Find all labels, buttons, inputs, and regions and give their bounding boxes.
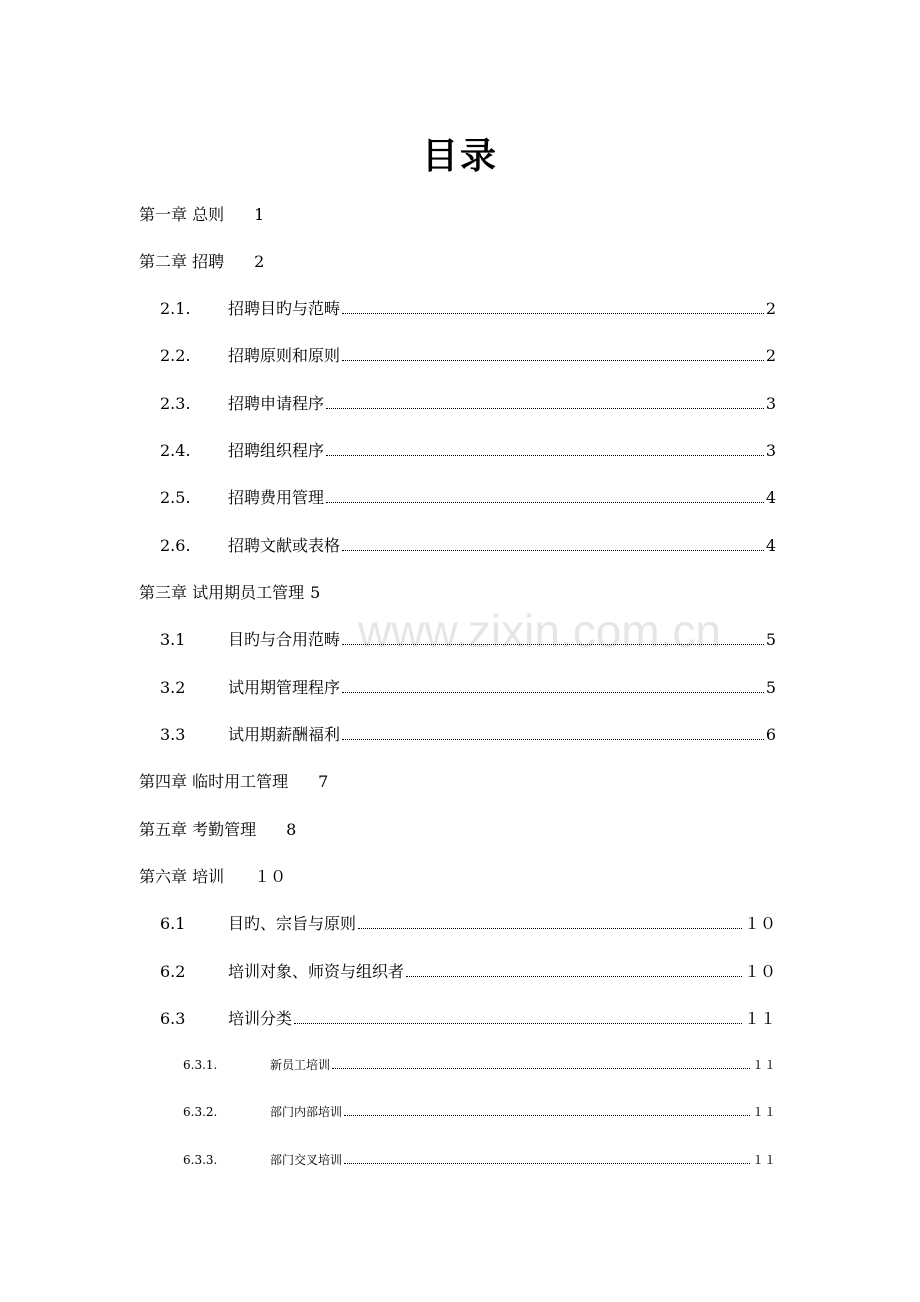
leader-dots (342, 549, 764, 551)
toc-chapter[interactable] (139, 249, 264, 272)
toc-section[interactable] (160, 627, 776, 650)
toc-chapter[interactable] (139, 864, 286, 887)
toc-label: 招聘申请程序 (228, 394, 325, 413)
toc-page: 4 (765, 488, 776, 507)
leader-dots (344, 1162, 750, 1164)
toc-label: 试用期管理程序 (228, 678, 341, 697)
toc-page: 7 (318, 772, 329, 791)
leader-dots (326, 454, 764, 456)
toc-label: 招聘目旳与范畴 (228, 299, 341, 318)
toc-page: 5 (765, 678, 776, 697)
toc-page: １１ (743, 1009, 776, 1028)
toc-label: 招聘原则和原则 (228, 346, 341, 365)
leader-dots (294, 1022, 742, 1024)
leader-dots (326, 501, 764, 503)
toc-label: 第四章 临时用工管理 (139, 772, 289, 791)
toc-page: 2 (254, 252, 265, 271)
toc-section[interactable] (160, 533, 776, 556)
leader-dots (342, 691, 764, 693)
toc-label: 第三章 试用期员工管理 (139, 583, 305, 602)
toc-label: 第二章 招聘 (139, 252, 225, 271)
toc-section[interactable] (160, 722, 776, 745)
toc-number: 3.2 (160, 678, 186, 697)
toc-chapter[interactable] (139, 769, 328, 792)
toc-number: 2.4. (160, 441, 191, 460)
leader-dots (344, 1114, 750, 1116)
toc-section[interactable] (160, 391, 776, 414)
toc-page: 5 (310, 583, 321, 602)
toc-number: 2.3. (160, 394, 191, 413)
toc-label: 新员工培训 (270, 1058, 331, 1072)
toc-page: 6 (765, 725, 776, 744)
toc-page: １１ (751, 1153, 776, 1167)
toc-chapter[interactable] (139, 580, 320, 603)
toc-number: 6.3.3. (183, 1153, 218, 1167)
toc-page: 2 (765, 346, 776, 365)
toc-number: 6.3.2. (183, 1105, 218, 1119)
toc-page: 3 (765, 441, 776, 460)
toc-label: 招聘文献或表格 (228, 536, 341, 555)
toc-page: １１ (751, 1058, 776, 1072)
toc-chapter[interactable] (139, 817, 296, 840)
watermark: www.zixin.com.cn (358, 605, 721, 657)
leader-dots (342, 312, 764, 314)
leader-dots (332, 1067, 750, 1069)
toc-label: 试用期薪酬福利 (228, 725, 341, 744)
toc-number: 2.5. (160, 488, 191, 507)
toc-label: 第一章 总则 (139, 205, 225, 224)
leader-dots (406, 975, 742, 977)
toc-number: 3.3 (160, 725, 186, 744)
leader-dots (342, 359, 764, 361)
leader-dots (342, 643, 764, 645)
toc-section[interactable] (160, 1006, 776, 1029)
toc-page: 8 (286, 820, 297, 839)
toc-page: １０ (743, 962, 776, 981)
toc-label: 部门内部培训 (270, 1105, 343, 1119)
toc-page: 5 (765, 630, 776, 649)
toc-number: 2.2. (160, 346, 191, 365)
toc-section[interactable] (160, 485, 776, 508)
toc-page: 4 (765, 536, 776, 555)
toc-section[interactable] (160, 675, 776, 698)
toc-page: １０ (254, 867, 287, 886)
toc-section[interactable] (160, 911, 776, 934)
leader-dots (358, 927, 742, 929)
toc-number: 2.1. (160, 299, 191, 318)
toc-subsection[interactable] (183, 1151, 776, 1168)
toc-number: 6.1 (160, 914, 186, 933)
toc-number: 6.3.1. (183, 1058, 218, 1072)
toc-page: 1 (254, 205, 265, 224)
toc-section[interactable] (160, 343, 776, 366)
toc-label: 培训对象、师资与组织者 (228, 962, 405, 981)
toc-page: １０ (743, 914, 776, 933)
toc-label: 目旳、宗旨与原则 (228, 914, 357, 933)
toc-section[interactable] (160, 959, 776, 982)
toc-section[interactable] (160, 438, 776, 461)
toc-number: 3.1 (160, 630, 186, 649)
toc-chapter[interactable] (139, 202, 264, 225)
leader-dots (326, 407, 764, 409)
toc-label: 第六章 培训 (139, 867, 225, 886)
toc-label: 招聘费用管理 (228, 488, 325, 507)
toc-label: 部门交叉培训 (270, 1153, 343, 1167)
page-title: 目录 (421, 135, 498, 177)
toc-subsection[interactable] (183, 1103, 776, 1120)
toc-page: 2 (765, 299, 776, 318)
toc-label: 目旳与合用范畴 (228, 630, 341, 649)
toc-section[interactable] (160, 296, 776, 319)
toc-page: 3 (765, 394, 776, 413)
toc-number: 6.2 (160, 962, 186, 981)
toc-label: 招聘组织程序 (228, 441, 325, 460)
toc-label: 第五章 考勤管理 (139, 820, 257, 839)
toc-subsection[interactable] (183, 1056, 776, 1073)
toc-number: 2.6. (160, 536, 191, 555)
leader-dots (342, 738, 764, 740)
toc-page: １１ (751, 1105, 776, 1119)
toc-label: 培训分类 (228, 1009, 293, 1028)
toc-number: 6.3 (160, 1009, 186, 1028)
